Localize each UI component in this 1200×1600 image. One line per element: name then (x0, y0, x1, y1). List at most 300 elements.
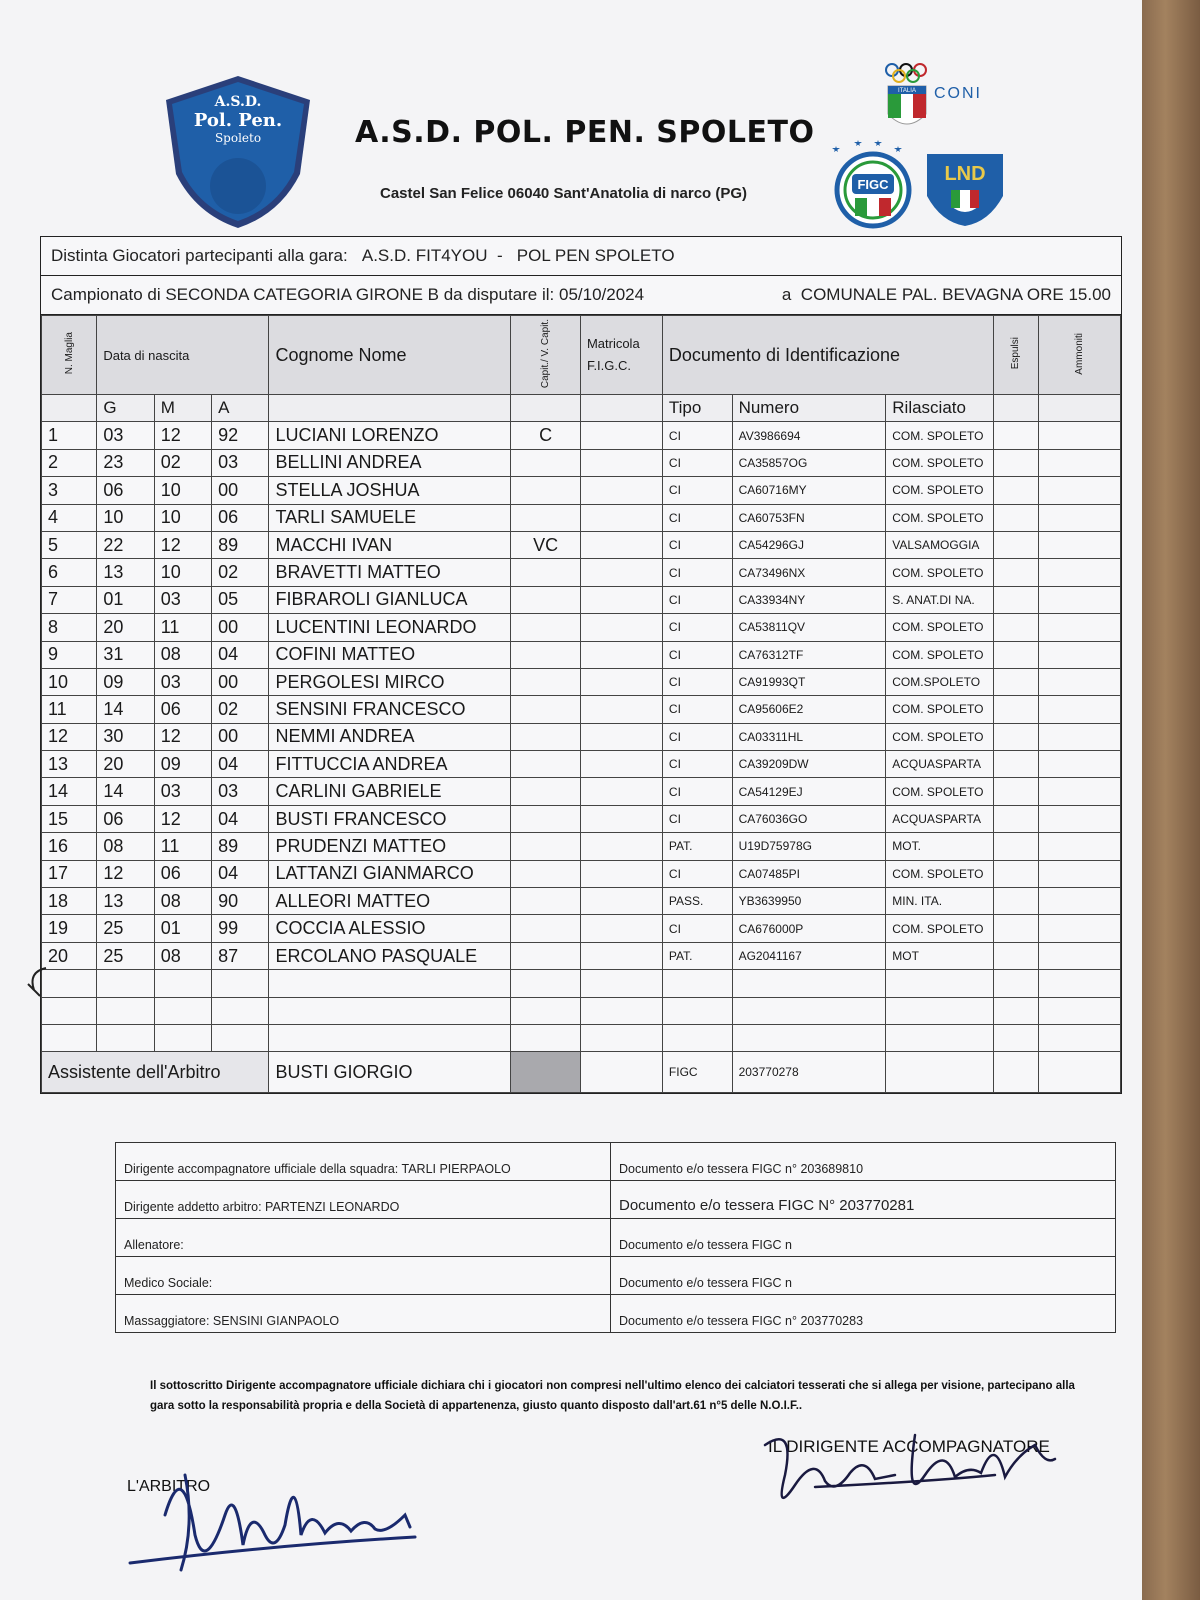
ammoniti-cell (1038, 751, 1120, 778)
header-numero: Numero (732, 395, 886, 422)
doc-tipo: CI (662, 751, 732, 778)
official-document: Documento e/o tessera FIGC n (611, 1219, 1116, 1257)
ammoniti-cell (1038, 422, 1120, 449)
captain-mark (511, 641, 581, 668)
espulsi-cell (993, 723, 1038, 750)
captain-mark (511, 942, 581, 969)
declaration-text: Il sottoscritto Dirigente accompagnatore ufficiale dichiara chi i giocatori non compresi nell'ultimo elenco dei calciatori tesserati che si allega per visione, partecipano alla gara sotto la responsabilità propria e della Società di appartenenza, giusto quanto disposto dall'art.61 n°5 delle N.O.I.F.. (150, 1380, 1075, 1412)
official-rows (116, 1143, 1116, 1333)
ammoniti-cell (1038, 888, 1120, 915)
birth-year: 03 (212, 449, 269, 476)
svg-text:FIGC: FIGC (857, 177, 889, 192)
header-m: M (154, 395, 211, 422)
captain-mark (511, 614, 581, 641)
birth-year: 90 (212, 888, 269, 915)
birth-year: 00 (212, 668, 269, 695)
doc-numero: CA76036GO (732, 805, 886, 832)
birth-year: 00 (212, 723, 269, 750)
captain-mark (511, 586, 581, 613)
header-n-maglia: N. Maglia (42, 316, 97, 395)
birth-day: 09 (97, 668, 154, 695)
player-name: MACCHI IVAN (269, 531, 511, 558)
official-document: Documento e/o tessera FIGC n° 203689810 (611, 1143, 1116, 1181)
espulsi-cell (993, 942, 1038, 969)
official-role: Dirigente accompagnatore ufficiale della squadra: TARLI PIERPAOLO (116, 1143, 611, 1181)
header-row (42, 316, 1121, 395)
birth-year: 02 (212, 696, 269, 723)
matricola-cell (580, 449, 662, 476)
birth-month: 11 (154, 614, 211, 641)
player-list-table (40, 236, 1122, 1094)
svg-text:A.S.D.: A.S.D. (214, 94, 262, 110)
espulsi-cell (993, 477, 1038, 504)
match-teams: A.S.D. FIT4YOU - POL PEN SPOLETO (361, 246, 675, 265)
matricola-cell (580, 778, 662, 805)
birth-day: 13 (97, 559, 154, 586)
player-name: NEMMI ANDREA (269, 723, 511, 750)
official-document: Documento e/o tessera FIGC n° 203770283 (611, 1295, 1116, 1333)
birth-month: 06 (154, 860, 211, 887)
player-number: 13 (42, 751, 97, 778)
header-ammoniti: Ammoniti (1038, 316, 1120, 395)
espulsi-cell (993, 641, 1038, 668)
player-number: 5 (42, 531, 97, 558)
ammoniti-cell (1038, 449, 1120, 476)
distinta-label: Distinta Giocatori partecipanti alla gara: (51, 246, 348, 265)
matricola-cell (580, 860, 662, 887)
player-number: 19 (42, 915, 97, 942)
ammoniti-cell (1038, 805, 1120, 832)
doc-numero: CA07485PI (732, 860, 886, 887)
doc-rilasciato: ACQUASPARTA (886, 805, 994, 832)
espulsi-cell (993, 586, 1038, 613)
player-name: COCCIA ALESSIO (269, 915, 511, 942)
player-name: LUCIANI LORENZO (269, 422, 511, 449)
player-name: PERGOLESI MIRCO (269, 668, 511, 695)
assistant-label: Assistente dell'Arbitro (42, 1052, 269, 1093)
birth-year: 89 (212, 531, 269, 558)
player-number: 8 (42, 614, 97, 641)
birth-month: 10 (154, 504, 211, 531)
birth-day: 20 (97, 614, 154, 641)
birth-day: 25 (97, 915, 154, 942)
club-shield-logo (160, 74, 316, 230)
captain-mark (511, 696, 581, 723)
doc-rilasciato: COM. SPOLETO (886, 559, 994, 586)
espulsi-cell (993, 696, 1038, 723)
doc-numero: CA91993QT (732, 668, 886, 695)
doc-tipo: CI (662, 477, 732, 504)
birth-month: 12 (154, 805, 211, 832)
club-title: A.S.D. POL. PEN. SPOLETO (355, 115, 815, 150)
doc-tipo: CI (662, 531, 732, 558)
captain-mark (511, 805, 581, 832)
doc-numero: CA53811QV (732, 614, 886, 641)
captain-mark (511, 778, 581, 805)
espulsi-cell (993, 751, 1038, 778)
doc-tipo: PAT. (662, 942, 732, 969)
birth-year: 04 (212, 751, 269, 778)
espulsi-cell (993, 668, 1038, 695)
matricola-cell (580, 531, 662, 558)
player-number: 20 (42, 942, 97, 969)
doc-rilasciato: VALSAMOGGIA (886, 531, 994, 558)
doc-tipo: CI (662, 915, 732, 942)
birth-month: 01 (154, 915, 211, 942)
doc-rilasciato: COM. SPOLETO (886, 477, 994, 504)
table-row (42, 915, 1121, 942)
matricola-cell (580, 723, 662, 750)
player-name: LATTANZI GIANMARCO (269, 860, 511, 887)
birth-day: 01 (97, 586, 154, 613)
doc-numero: CA95606E2 (732, 696, 886, 723)
captain-mark (511, 860, 581, 887)
doc-numero: U19D75978G (732, 833, 886, 860)
player-rows (42, 422, 1121, 970)
player-number: 15 (42, 805, 97, 832)
doc-numero: CA33934NY (732, 586, 886, 613)
captain-mark (511, 915, 581, 942)
table-row (42, 888, 1121, 915)
player-number: 16 (42, 833, 97, 860)
coni-logo (880, 60, 990, 135)
birth-day: 20 (97, 751, 154, 778)
assistant-doc-numero: 203770278 (732, 1052, 886, 1093)
espulsi-cell (993, 531, 1038, 558)
table-row (42, 641, 1121, 668)
doc-tipo: CI (662, 559, 732, 586)
birth-day: 25 (97, 942, 154, 969)
doc-rilasciato: COM. SPOLETO (886, 778, 994, 805)
matricola-cell (580, 477, 662, 504)
captain-mark (511, 833, 581, 860)
doc-numero: CA60716MY (732, 477, 886, 504)
birth-day: 14 (97, 778, 154, 805)
doc-rilasciato: COM. SPOLETO (886, 614, 994, 641)
ammoniti-cell (1038, 860, 1120, 887)
player-name: LUCENTINI LEONARDO (269, 614, 511, 641)
doc-tipo: CI (662, 614, 732, 641)
birth-month: 06 (154, 696, 211, 723)
player-name: COFINI MATTEO (269, 641, 511, 668)
ammoniti-cell (1038, 531, 1120, 558)
player-number: 9 (42, 641, 97, 668)
doc-tipo: CI (662, 504, 732, 531)
table-row (42, 805, 1121, 832)
doc-numero: CA03311HL (732, 723, 886, 750)
dirigente-signature (755, 1415, 1075, 1530)
official-role: Allenatore: (116, 1219, 611, 1257)
espulsi-cell (993, 778, 1038, 805)
table-row (42, 586, 1121, 613)
ammoniti-cell (1038, 696, 1120, 723)
official-document: Documento e/o tessera FIGC N° 203770281 (611, 1181, 1116, 1219)
doc-numero: AV3986694 (732, 422, 886, 449)
header-data-nascita: Data di nascita (97, 316, 269, 395)
birth-month: 10 (154, 559, 211, 586)
birth-day: 06 (97, 477, 154, 504)
birth-day: 03 (97, 422, 154, 449)
officials-table (115, 1142, 1116, 1333)
player-number: 6 (42, 559, 97, 586)
dirigente-label: IL DIRIGENTE ACCOMPAGNATORE (768, 1437, 1050, 1456)
doc-tipo: CI (662, 422, 732, 449)
doc-tipo: CI (662, 805, 732, 832)
doc-rilasciato: COM. SPOLETO (886, 723, 994, 750)
player-number: 7 (42, 586, 97, 613)
birth-day: 12 (97, 860, 154, 887)
doc-tipo: CI (662, 860, 732, 887)
player-name: FITTUCCIA ANDREA (269, 751, 511, 778)
official-document: Documento e/o tessera FIGC n (611, 1257, 1116, 1295)
doc-rilasciato: COM. SPOLETO (886, 915, 994, 942)
header-matricola: Matricola F.I.G.C. (580, 316, 662, 395)
official-row (116, 1295, 1116, 1333)
player-number: 3 (42, 477, 97, 504)
header-documento: Documento di Identificazione (662, 316, 993, 395)
player-name: ALLEORI MATTEO (269, 888, 511, 915)
birth-day: 22 (97, 531, 154, 558)
birth-month: 12 (154, 422, 211, 449)
birth-year: 06 (212, 504, 269, 531)
doc-numero: CA60753FN (732, 504, 886, 531)
captain-mark (511, 477, 581, 504)
header-g: G (97, 395, 154, 422)
table-row (42, 477, 1121, 504)
birth-year: 04 (212, 641, 269, 668)
official-role: Medico Sociale: (116, 1257, 611, 1295)
birth-month: 03 (154, 778, 211, 805)
subheader-row (42, 395, 1121, 422)
birth-month: 11 (154, 833, 211, 860)
matricola-cell (580, 888, 662, 915)
espulsi-cell (993, 888, 1038, 915)
ammoniti-cell (1038, 942, 1120, 969)
captain-mark (511, 751, 581, 778)
official-row (116, 1181, 1116, 1219)
birth-year: 04 (212, 805, 269, 832)
table-row (42, 668, 1121, 695)
matricola-cell (580, 915, 662, 942)
svg-text:CONI: CONI (934, 85, 982, 102)
doc-numero: CA73496NX (732, 559, 886, 586)
birth-year: 00 (212, 614, 269, 641)
espulsi-cell (993, 504, 1038, 531)
match-details-row (41, 276, 1121, 315)
doc-rilasciato: COM.SPOLETO (886, 668, 994, 695)
ammoniti-cell (1038, 723, 1120, 750)
matricola-cell (580, 504, 662, 531)
captain-mark: C (511, 422, 581, 449)
doc-rilasciato: COM. SPOLETO (886, 641, 994, 668)
arbitro-signature (125, 1445, 435, 1585)
doc-tipo: CI (662, 696, 732, 723)
matricola-cell (580, 751, 662, 778)
table-row (42, 751, 1121, 778)
official-role: Dirigente addetto arbitro: PARTENZI LEONARDO (116, 1181, 611, 1219)
doc-tipo: CI (662, 778, 732, 805)
captain-mark (511, 723, 581, 750)
doc-tipo: CI (662, 586, 732, 613)
table-row (42, 723, 1121, 750)
birth-month: 12 (154, 723, 211, 750)
empty-row (42, 997, 1121, 1024)
table-row (42, 860, 1121, 887)
birth-day: 14 (97, 696, 154, 723)
venue-info: a COMUNALE PAL. BEVAGNA ORE 15.00 (781, 285, 1111, 304)
player-number: 1 (42, 422, 97, 449)
doc-rilasciato: COM. SPOLETO (886, 449, 994, 476)
doc-rilasciato: COM. SPOLETO (886, 422, 994, 449)
matricola-cell (580, 614, 662, 641)
ammoniti-cell (1038, 477, 1120, 504)
header-a: A (212, 395, 269, 422)
table-row (42, 504, 1121, 531)
table-row (42, 559, 1121, 586)
player-number: 10 (42, 668, 97, 695)
doc-numero: CA676000P (732, 915, 886, 942)
espulsi-cell (993, 833, 1038, 860)
captain-mark: VC (511, 531, 581, 558)
player-number: 14 (42, 778, 97, 805)
player-name: FIBRAROLI GIANLUCA (269, 586, 511, 613)
birth-day: 06 (97, 805, 154, 832)
table-row (42, 696, 1121, 723)
table-row (42, 833, 1121, 860)
svg-text:Spoleto: Spoleto (214, 131, 262, 145)
birth-year: 00 (212, 477, 269, 504)
assistant-doc-tipo: FIGC (662, 1052, 732, 1093)
doc-numero: CA35857OG (732, 449, 886, 476)
official-row (116, 1257, 1116, 1295)
official-row (116, 1143, 1116, 1181)
doc-rilasciato: COM. SPOLETO (886, 504, 994, 531)
birth-year: 02 (212, 559, 269, 586)
doc-numero: CA54296GJ (732, 531, 886, 558)
empty-row (42, 1024, 1121, 1051)
player-name: BELLINI ANDREA (269, 449, 511, 476)
player-number: 2 (42, 449, 97, 476)
birth-month: 08 (154, 888, 211, 915)
hand-drawn-arrow-icon (24, 962, 64, 1002)
birth-day: 23 (97, 449, 154, 476)
empty-row (42, 970, 1121, 997)
birth-day: 31 (97, 641, 154, 668)
doc-rilasciato: S. ANAT.DI NA. (886, 586, 994, 613)
table-row (42, 778, 1121, 805)
birth-month: 08 (154, 641, 211, 668)
header-tipo: Tipo (662, 395, 732, 422)
table-row (42, 531, 1121, 558)
doc-tipo: CI (662, 449, 732, 476)
club-address: Castel San Felice 06040 Sant'Anatolia di narco (PG) (380, 185, 748, 202)
player-number: 18 (42, 888, 97, 915)
doc-numero: CA39209DW (732, 751, 886, 778)
espulsi-cell (993, 614, 1038, 641)
doc-tipo: PAT. (662, 833, 732, 860)
assistant-row (42, 1052, 1121, 1093)
birth-day: 10 (97, 504, 154, 531)
doc-rilasciato: MOT. (886, 833, 994, 860)
doc-tipo: CI (662, 641, 732, 668)
doc-rilasciato: MIN. ITA. (886, 888, 994, 915)
matricola-cell (580, 559, 662, 586)
birth-month: 02 (154, 449, 211, 476)
birth-month: 03 (154, 668, 211, 695)
doc-tipo: CI (662, 668, 732, 695)
player-number: 4 (42, 504, 97, 531)
espulsi-cell (993, 559, 1038, 586)
table-row (42, 422, 1121, 449)
player-name: STELLA JOSHUA (269, 477, 511, 504)
doc-rilasciato: COM. SPOLETO (886, 696, 994, 723)
ammoniti-cell (1038, 641, 1120, 668)
ammoniti-cell (1038, 778, 1120, 805)
espulsi-cell (993, 805, 1038, 832)
official-role: Massaggiatore: SENSINI GIANPAOLO (116, 1295, 611, 1333)
matricola-cell (580, 586, 662, 613)
ammoniti-cell (1038, 614, 1120, 641)
matricola-cell (580, 696, 662, 723)
svg-text:Pol. Pen.: Pol. Pen. (193, 110, 283, 131)
captain-mark (511, 559, 581, 586)
ammoniti-cell (1038, 504, 1120, 531)
svg-text:LND: LND (944, 163, 986, 185)
doc-numero: YB3639950 (732, 888, 886, 915)
figc-logo (828, 140, 918, 230)
birth-month: 10 (154, 477, 211, 504)
doc-tipo: PASS. (662, 888, 732, 915)
birth-day: 13 (97, 888, 154, 915)
birth-year: 04 (212, 860, 269, 887)
matricola-cell (580, 833, 662, 860)
birth-year: 99 (212, 915, 269, 942)
player-name: SENSINI FRANCESCO (269, 696, 511, 723)
match-teams-row (41, 237, 1121, 276)
header-cognome-nome: Cognome Nome (269, 316, 511, 395)
campionato-info: Campionato di SECONDA CATEGORIA GIRONE B da disputare il: 05/10/2024 (51, 285, 645, 304)
table-row (42, 614, 1121, 641)
player-number: 11 (42, 696, 97, 723)
matricola-cell (580, 641, 662, 668)
ammoniti-cell (1038, 915, 1120, 942)
official-row (116, 1219, 1116, 1257)
ammoniti-cell (1038, 559, 1120, 586)
birth-year: 89 (212, 833, 269, 860)
svg-text:ITALIA: ITALIA (898, 88, 916, 94)
doc-rilasciato: MOT (886, 942, 994, 969)
player-name: ERCOLANO PASQUALE (269, 942, 511, 969)
player-name: PRUDENZI MATTEO (269, 833, 511, 860)
doc-tipo: CI (662, 723, 732, 750)
birth-day: 30 (97, 723, 154, 750)
ammoniti-cell (1038, 833, 1120, 860)
doc-numero: AG2041167 (732, 942, 886, 969)
espulsi-cell (993, 860, 1038, 887)
matricola-cell (580, 668, 662, 695)
birth-year: 05 (212, 586, 269, 613)
player-name: TARLI SAMUELE (269, 504, 511, 531)
matricola-cell (580, 422, 662, 449)
birth-month: 03 (154, 586, 211, 613)
doc-numero: CA54129EJ (732, 778, 886, 805)
lnd-logo (925, 152, 1005, 228)
doc-rilasciato: ACQUASPARTA (886, 751, 994, 778)
captain-mark (511, 668, 581, 695)
birth-day: 08 (97, 833, 154, 860)
ammoniti-cell (1038, 586, 1120, 613)
assistant-name: BUSTI GIORGIO (269, 1052, 511, 1093)
